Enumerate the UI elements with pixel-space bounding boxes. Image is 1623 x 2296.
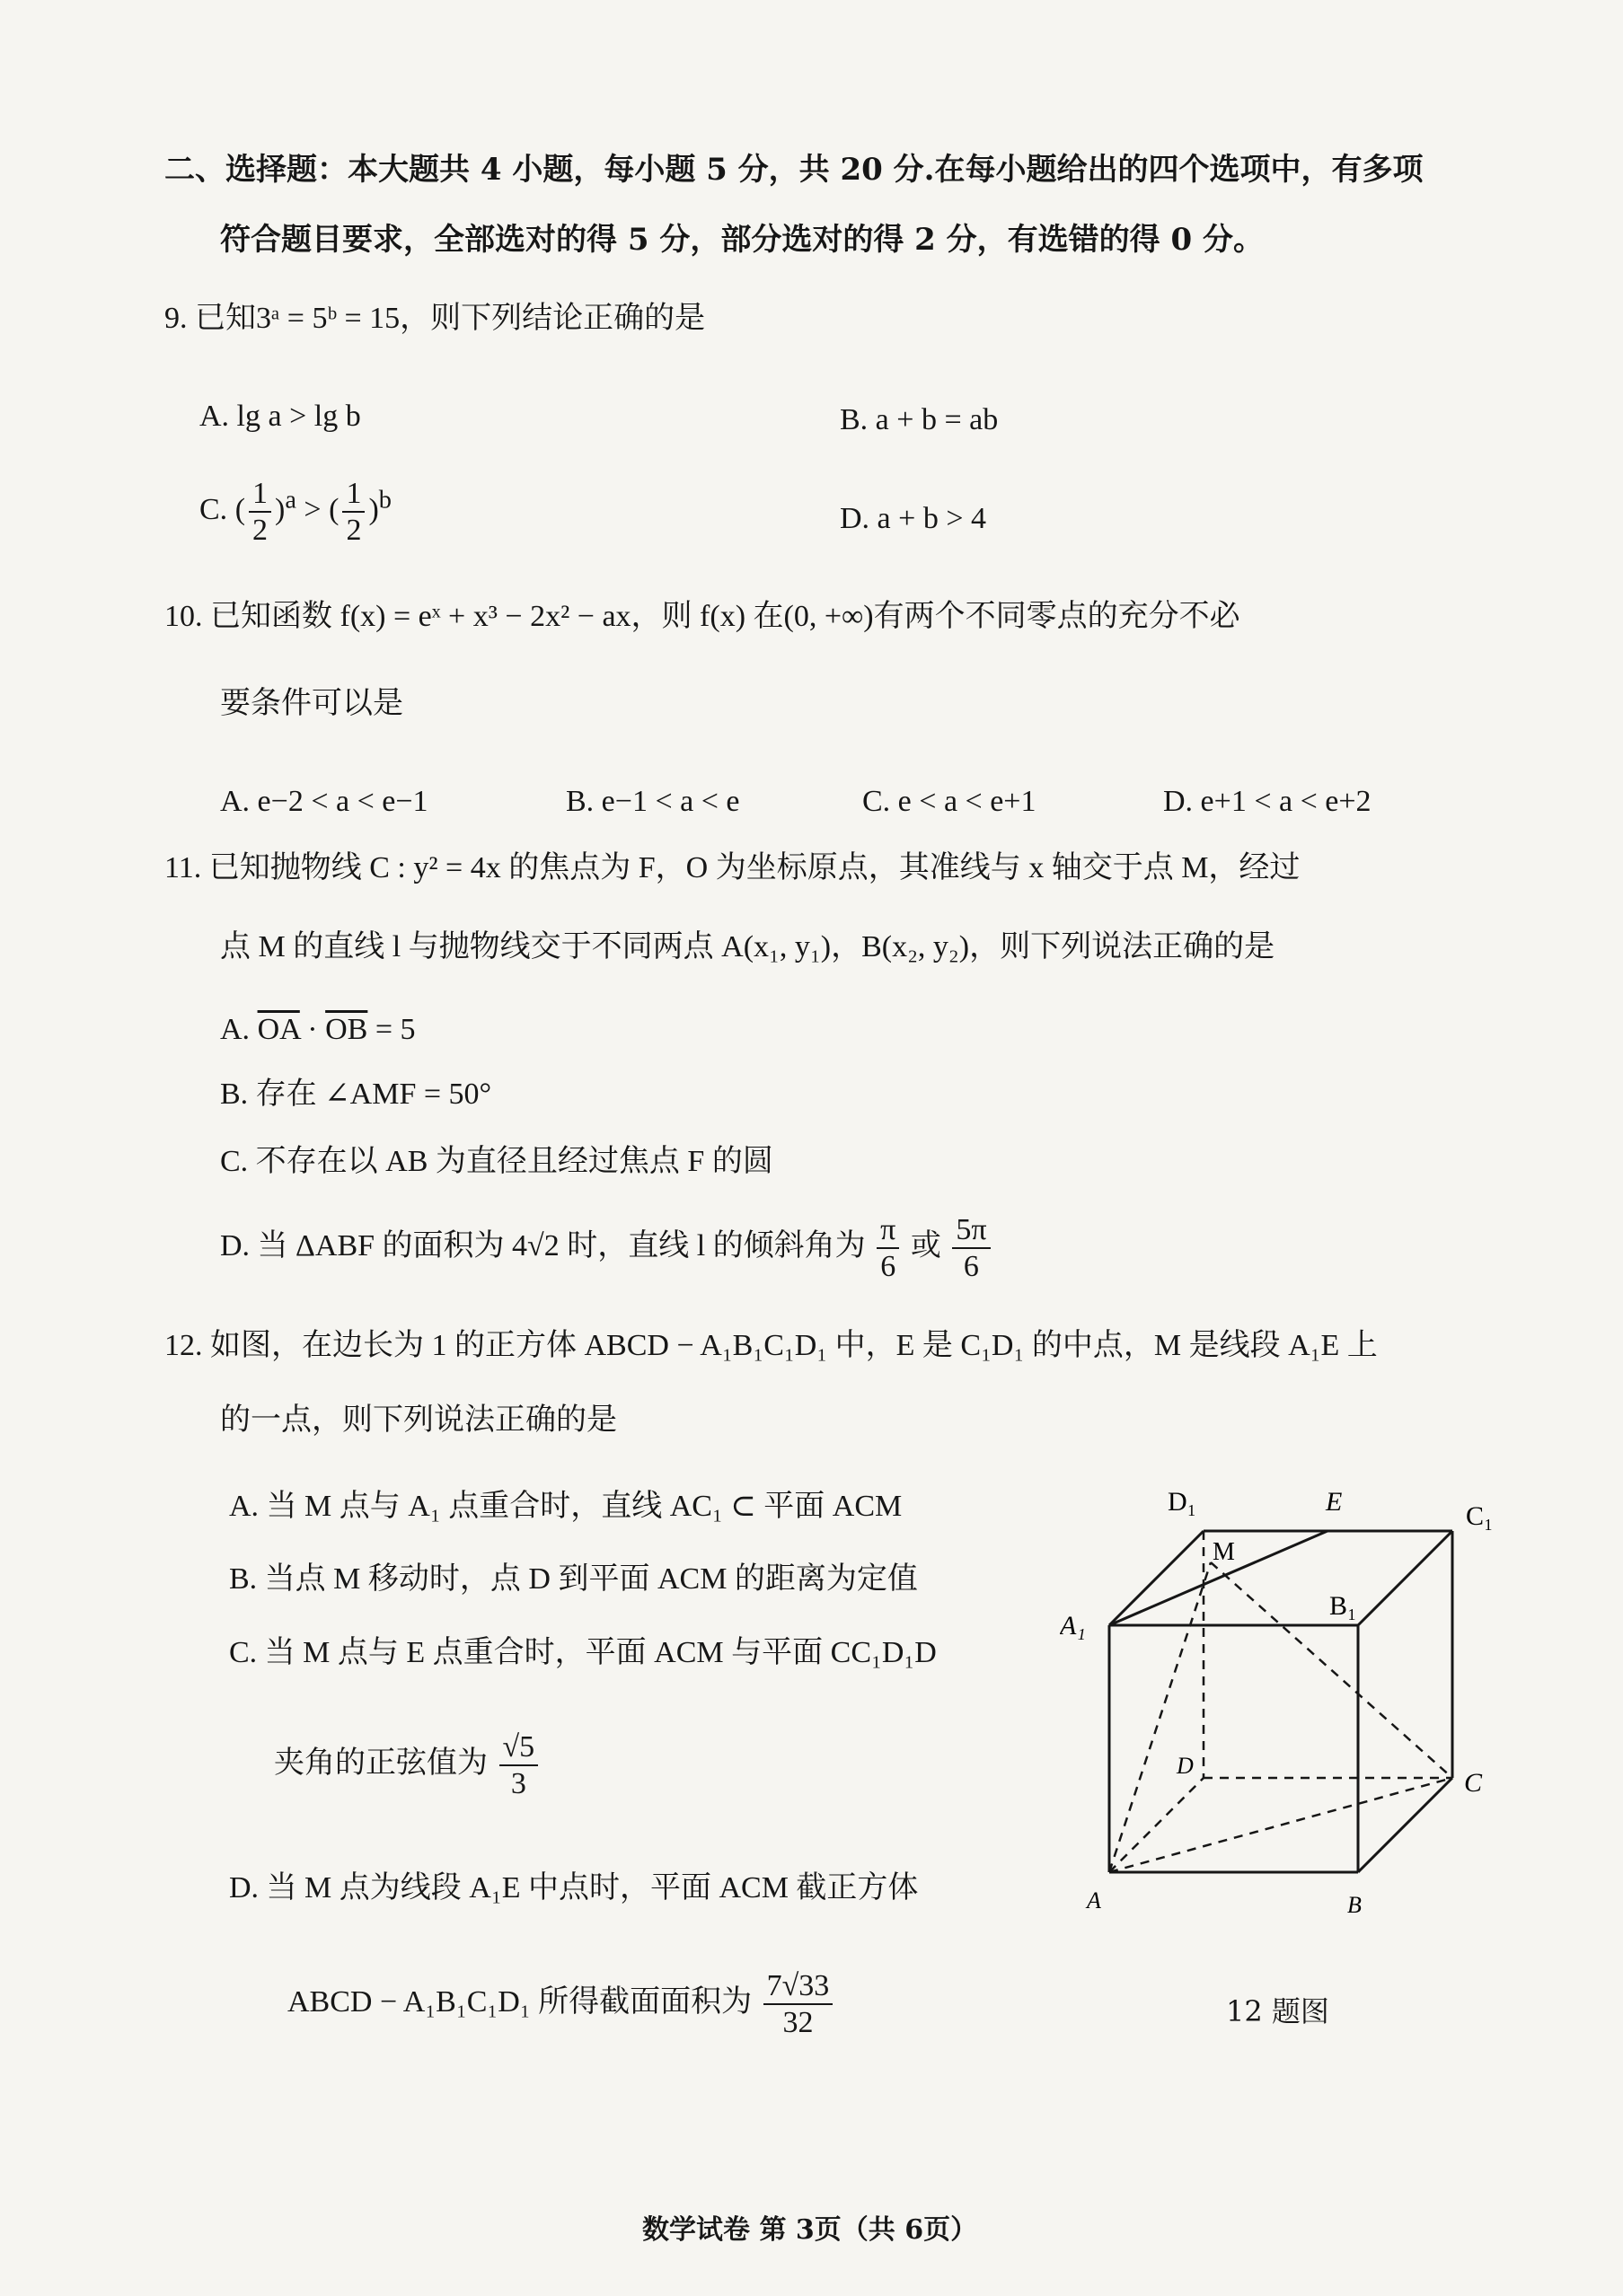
- q12-option-b: B. 当点 M 移动时，点 D 到平面 ACM 的距离为定值: [229, 1562, 918, 1596]
- label-m: M: [1213, 1538, 1235, 1566]
- edge-b1-c1: [1358, 1531, 1452, 1625]
- q12-stem-line1: 12. 如图，在边长为 1 的正方体 ABCD − A₁B₁C₁D₁ 中，E 是 C₁D₁ 的中点，M 是线段 A₁E 上: [164, 1329, 1378, 1362]
- q12-option-d-line1: D. 当 M 点为线段 A₁E 中点时，平面 ACM 截正方体: [229, 1871, 919, 1905]
- label-a: A: [1087, 1887, 1101, 1913]
- q12-option-d-line2: ABCD − A₁B₁C₁D₁ 所得截面面积为 $\frac{7√33}{32}$: [287, 1968, 836, 2040]
- q11-option-a: A. $\overline{OA} \cdot \overline{OB} = 5$: [220, 1013, 416, 1046]
- q11-option-b: B. 存在 ∠AMF = 50°: [220, 1078, 492, 1111]
- q11-option-d: D. 当 ΔABF 的面积为 4√2 时，直线 l 的倾斜角为 $\frac{\pi}{6}$ 或 $\frac{5\pi}{6}$: [220, 1212, 994, 1284]
- q12-stem-line2: 的一点，则下列说法正确的是: [220, 1402, 617, 1438]
- label-d: D: [1177, 1753, 1194, 1779]
- q11-stem-line2: 点 M 的直线 l 与抛物线交于不同两点 A(x₁, y₁)，B(x₂, y₂)，则下列说法正确的是: [220, 930, 1275, 963]
- q10-option-c: C. e < a < e+1: [862, 785, 1036, 818]
- q12-option-a: A. 当 M 点与 A₁ 点重合时，直线 AC₁ ⊂ 平面 ACM: [229, 1490, 903, 1523]
- edge-a-d: [1109, 1778, 1204, 1872]
- edge-a1-d1: [1109, 1531, 1204, 1625]
- q9-stem: 9. 已知3ᵃ = 5ᵇ = 15，则下列结论正确的是: [164, 302, 706, 335]
- q10-stem-line1: 10. 已知函数 f(x) = eˣ + x³ − 2x² − ax，则 f(x) 在(0, +∞)有两个不同零点的充分不必: [164, 600, 1240, 633]
- label-e: E: [1326, 1487, 1343, 1517]
- label-b: B: [1347, 1892, 1362, 1918]
- label-b1: B₁: [1329, 1591, 1357, 1621]
- label-d1: D₁: [1168, 1487, 1197, 1517]
- q11-option-c: C. 不存在以 AB 为直径且经过焦点 F 的圆: [220, 1145, 773, 1178]
- cube-figure: [1060, 1473, 1509, 1940]
- section-header-line1: 二、选择题：本大题共 4 小题，每小题 5 分，共 20 分.在每小题给出的四个选项中，有多项: [164, 152, 1424, 188]
- q12-option-c-line2: 夹角的正弦值为 $\frac{√5}{3}$: [274, 1729, 542, 1801]
- q9-option-c: C. ( $\frac{1}{2}$ )$^a$ > ( $\frac{1}{2}$ )$^b$: [199, 477, 392, 548]
- q11-stem-line1: 11. 已知抛物线 C : y² = 4x 的焦点为 F，O 为坐标原点，其准线与 x 轴交于点 M，经过: [164, 851, 1301, 884]
- diag-a-c: [1109, 1778, 1452, 1872]
- figure-caption: 12 题图: [1226, 1994, 1329, 2028]
- q10-option-b: B. e−1 < a < e: [566, 785, 740, 818]
- page-footer: 数学试卷 第 3页（共 6页）: [642, 2214, 978, 2246]
- q10-option-d: D. e+1 < a < e+2: [1163, 785, 1372, 818]
- label-c: C: [1464, 1768, 1483, 1798]
- label-a1: A₁: [1060, 1611, 1086, 1641]
- q10-option-a: A. e−2 < a < e−1: [220, 785, 428, 818]
- edge-b-c: [1358, 1778, 1452, 1872]
- q9-option-d: D. a + b > 4: [840, 502, 986, 535]
- section-header-line2: 符合题目要求，全部选对的得 5 分，部分选对的得 2 分，有选错的得 0 分。: [220, 222, 1264, 258]
- q9-option-b: B. a + b = ab: [840, 403, 999, 436]
- q10-stem-line2: 要条件可以是: [220, 685, 403, 721]
- q12-option-c-line1: C. 当 M 点与 E 点重合时，平面 ACM 与平面 CC₁D₁D: [229, 1636, 937, 1669]
- label-c1: C₁: [1466, 1501, 1494, 1531]
- q9-option-a: A. lg a > lg b: [199, 400, 361, 433]
